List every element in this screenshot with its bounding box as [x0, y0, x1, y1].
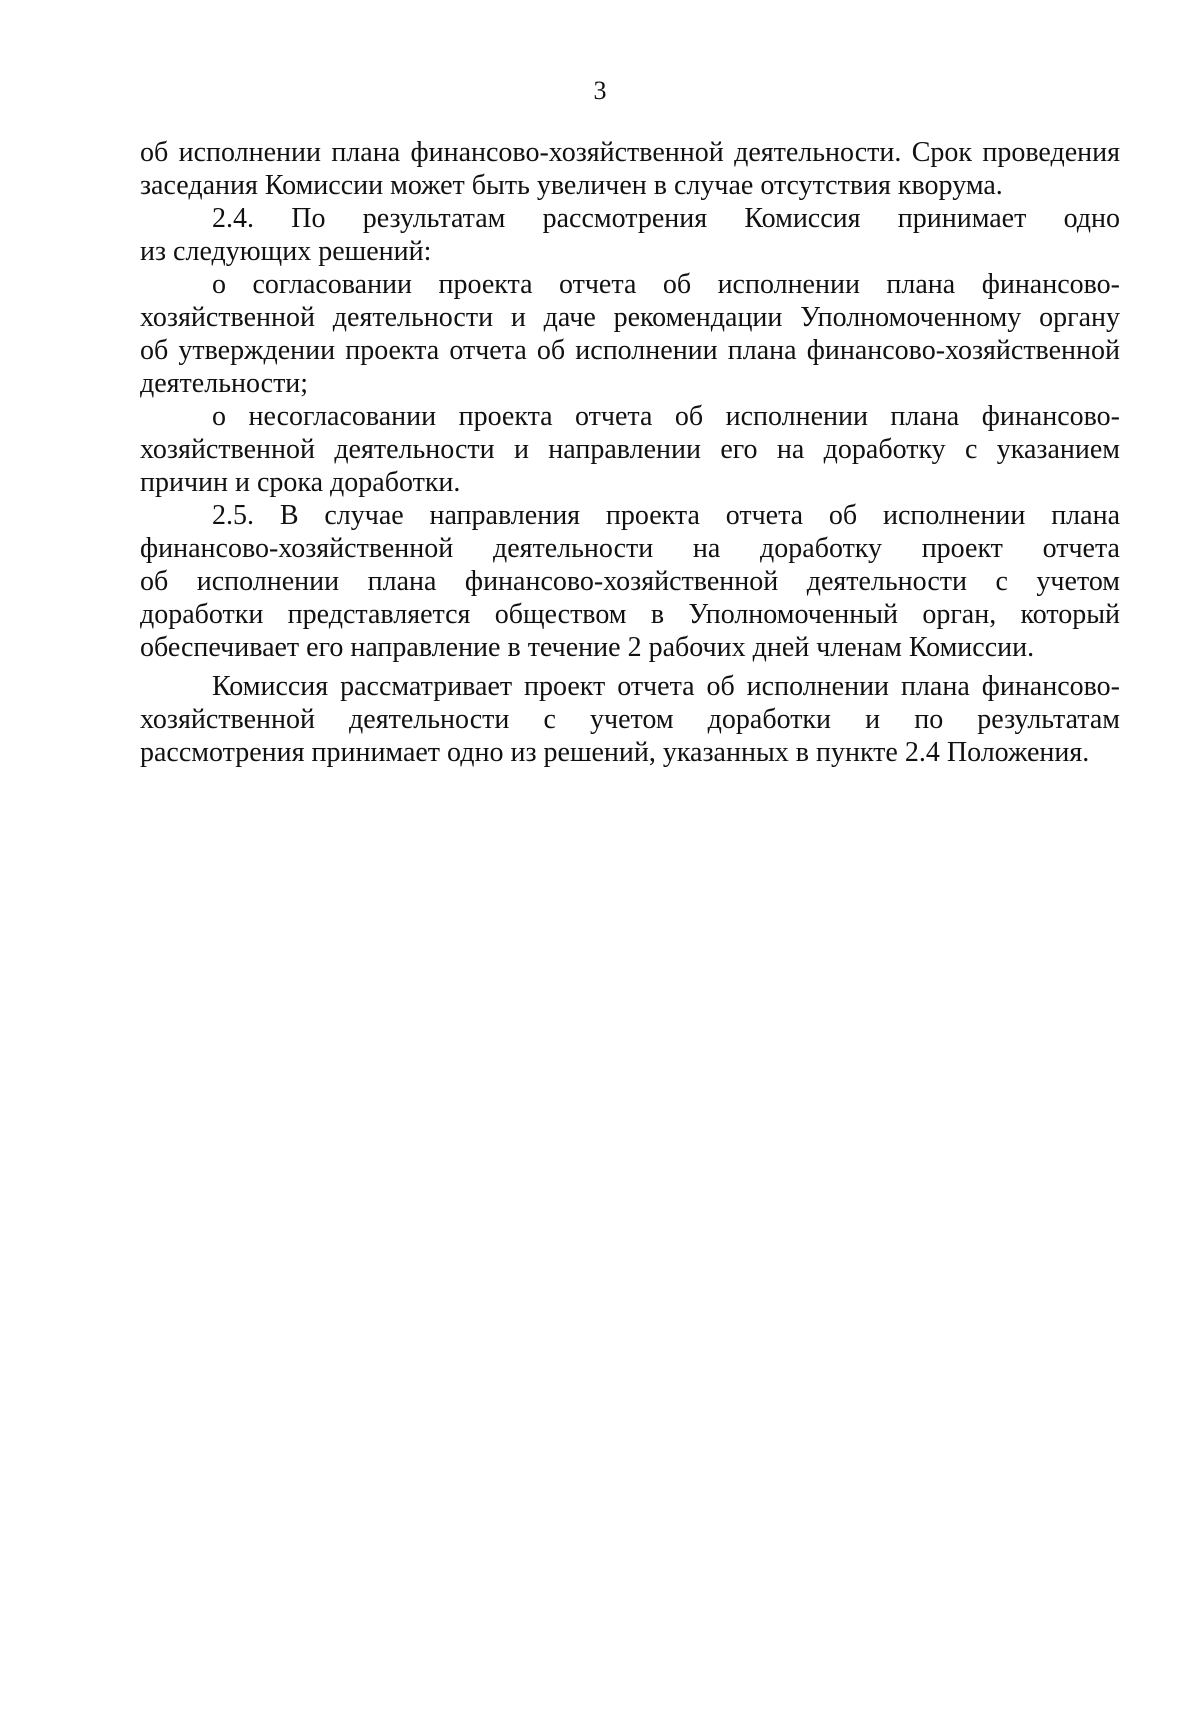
paragraph-1: [140, 136, 1120, 202]
paragraph-2-4: [140, 202, 1120, 268]
paragraph-2-4-line-2: из следующих решений:: [140, 236, 432, 267]
paragraph-option-disagree-line-3: причин и срока доработки.: [140, 467, 461, 498]
paragraph-option-agree: [140, 268, 1120, 400]
paragraph-option-agree-line-2: хозяйственной деятельности и даче рекомендации Уполномоченному органу: [140, 302, 1120, 333]
paragraph-1-line-2: заседания Комиссии может быть увеличен в случае отсутствия кворума.: [140, 170, 1003, 201]
paragraph-2-5-line-2: финансово-хозяйственной деятельности на доработку проект отчета: [140, 533, 1120, 564]
paragraph-commission-review-line-1: Комиссия рассматривает проект отчета об исполнении плана финансово-: [212, 671, 1120, 702]
paragraph-option-disagree-line-2: хозяйственной деятельности и направлении его на доработку с указанием: [140, 434, 1120, 465]
paragraph-option-disagree: [140, 400, 1120, 499]
paragraph-2-5-line-3: об исполнении плана финансово-хозяйственной деятельности с учетом: [140, 566, 1120, 597]
paragraph-commission-review: [140, 670, 1120, 769]
paragraph-option-agree-line-3: об утверждении проекта отчета об исполнении плана финансово-хозяйственной: [140, 335, 1120, 366]
paragraph-option-agree-line-1: о согласовании проекта отчета об исполнении плана финансово-: [212, 269, 1120, 300]
page-number: 3: [593, 76, 607, 105]
paragraph-commission-review-line-2: хозяйственной деятельности с учетом доработки и по результатам: [140, 704, 1120, 735]
paragraph-1-line-1: об исполнении плана финансово-хозяйственной деятельности. Срок проведения: [140, 137, 1120, 168]
document-body: [140, 136, 1120, 769]
paragraph-2-5-line-5: обеспечивает его направление в течение 2 рабочих дней членам Комиссии.: [140, 632, 1035, 663]
paragraph-2-4-line-1: 2.4. По результатам рассмотрения Комиссия принимает одно: [212, 203, 1120, 234]
paragraph-option-disagree-line-1: о несогласовании проекта отчета об исполнении плана финансово-: [212, 401, 1120, 432]
paragraph-commission-review-line-3: рассмотрения принимает одно из решений, указанных в пункте 2.4 Положения.: [140, 737, 1090, 768]
paragraph-2-5-line-4: доработки представляется обществом в Уполномоченный орган, который: [140, 599, 1120, 630]
paragraph-2-5: [140, 499, 1120, 664]
paragraph-2-5-line-1: 2.5. В случае направления проекта отчета об исполнении плана: [212, 500, 1120, 531]
paragraph-option-agree-line-4: деятельности;: [140, 368, 309, 399]
